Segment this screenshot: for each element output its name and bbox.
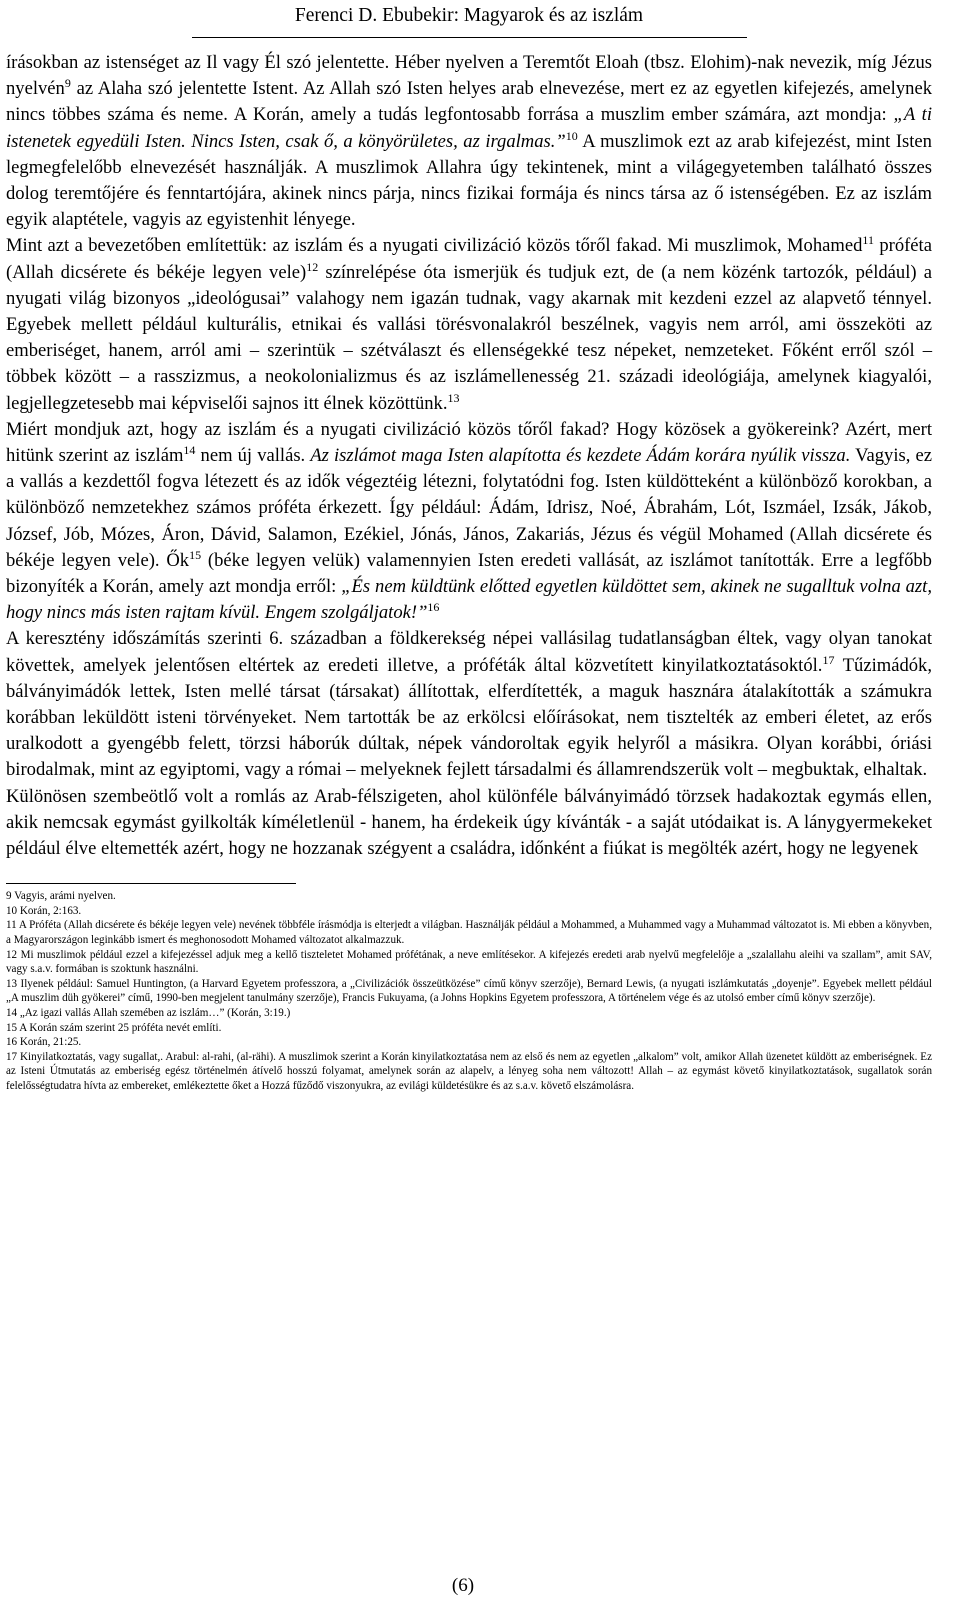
- text-run: A keresztény időszámítás szerinti 6. században a földkerekség népei vallásilag tudatlanságban éltek, vagy olyan tanokat követtek, amelyek jelentősen eltértek az eredeti illetve, a próféták által közvetített kinyilatkoztatásoktól.: [6, 628, 932, 676]
- footnote-divider: [6, 883, 296, 884]
- footnote: 17 Kinyilatkoztatás, vagy sugallat,. Arabul: al-rahi, (al-rähi). A muszlimok szerint a Korán kinyilatkoztatása nem az első és nem az egyetlen „alkalom” volt, amikor Allah üzenetet küldött az emberiségnek. Ez az Isteni Útmutatás az emberiség egész történelmén átívelő hosszú folyamat, amelynek során az alapelv, a lényeg soha nem változott! Allah – az egymást követő kinyilatkoztatások, sugallatok során felelősségtudatra hívta az embereket, emlékeztette őket a Hozzá fűződő viszonyukra, az evilági küldetésükre és az s.a.v. követő elszámolásra.: [6, 1050, 932, 1093]
- text-run: színrelépése óta ismerjük és tudjuk ezt, de (a nem közénk tartozók, például) a nyugati világ bizonyos „ideológusai” valahogy nem igazán tudnak, vagy akarnak mit kezdeni ezzel az alapvető ténnyel. Egyebek mellett például kulturális, etnikai és vallási törésvonalakról beszélnek, vagyis nem arról, ami összeköti az emberiséget, hanem, arról ami – szerintük – szétválaszt és ellenségekké tesz népeket, nemzeteket. Főként erről szól – többek között – a rasszizmus, a neokolonializmus és az iszlámellenesség 21. századi ideológiája, amelynek kiagyalói, legjellegzetesebb mai képviselői sajnos itt élnek közöttünk.: [6, 261, 932, 414]
- paragraph: [6, 233, 932, 416]
- footnote-reference[interactable]: 14: [183, 443, 196, 458]
- document-page: [6, 0, 932, 1094]
- paragraph: [6, 50, 932, 233]
- footnote-reference[interactable]: 15: [189, 547, 202, 562]
- footnote-reference[interactable]: 17: [822, 652, 835, 667]
- footnote: 14 „Az igazi vallás Allah szemében az iszlám…” (Korán, 3:19.): [6, 1007, 291, 1020]
- text-run: az Alaha szó jelentette Istent. Az Allah szó Isten helyes arab elnevezése, mert ez az egyetlen kifejezés, amelynek nincs többes száma és neme. A Korán, amely a tudás legfontosabb forrása a muszlim ember számára, azt mondja:: [6, 78, 932, 126]
- header-title: Ferenci D. Ebubekir: Magyarok és az iszlám: [294, 5, 644, 26]
- footnote-reference[interactable]: 9: [64, 76, 71, 91]
- footnote: 9 Vagyis, arámi nyelven.: [6, 890, 116, 903]
- text-run: Vagyis, ez a vallás a kezdettől fogva létezett és az idők végeztéig létezni, folytatódni fog. Isten küldötteként a különböző korokban, a különböző nemzetekhez számos próféta érkezett. Így például: Ádám, Idrisz, Noé, Ábrahám, Lót, Iszmáel, Izsák, Jákob, József, Jób, Mózes, Áron, Dávid, Salamon, Ezékiel, Jónás, János, Zakariás, Jézus és végül Mohamed (Allah dicsérete és békéje legyen vele). Ők: [6, 445, 932, 571]
- footnote-reference[interactable]: 12: [306, 259, 319, 274]
- quoted-text: „A ti istenetek egyedüli Isten. Nincs Isten, csak ő, a könyörületes, az irgalmas.”: [6, 104, 933, 152]
- footnote: 11 A Próféta (Allah dicsérete és békéje legyen vele) nevének többféle írásmódja is elterjedt a világban. Használják például a Mohammed, a Muhammed vagy a Muhammad változatot is. Mi ebben a könyvben, a Magyarországon leginkább ismert és meghonosodott Mohamed változatot alkalmazzuk.: [6, 919, 932, 947]
- text-run: nem új vallás.: [195, 445, 311, 467]
- footnote-reference[interactable]: 10: [565, 128, 578, 143]
- quoted-text: „És nem küldtünk előtted egyetlen küldöttet sem, akinek ne sugalltuk volna azt, hogy nincs más isten rajtam kívül. Engem szolgáljatok!”: [6, 576, 932, 624]
- text-run: A muszlimok ezt az arab kifejezést, mint Isten legmegfelelőbb elnevezését használják. A muszlimok Allahra úgy tekintenek, mint a világegyetemben található összes dolog teremtőjére és fenntartójára, akinek nincs párja, nincs fizikai formája és nincs társa az ő istenségében. Ez az iszlám egyik alaptétele, vagyis az egyistenhit lényege.: [6, 130, 932, 231]
- footnote-reference[interactable]: 16: [427, 600, 440, 615]
- footnote: 15 A Korán szám szerint 25 próféta nevét említi.: [6, 1021, 222, 1034]
- footnotes: [6, 889, 932, 1093]
- footnote-reference[interactable]: 13: [447, 390, 460, 405]
- footnote: 16 Korán, 21:25.: [6, 1036, 82, 1049]
- page-number: (6): [451, 1575, 475, 1596]
- body-text: [6, 50, 932, 862]
- text-run: (béke legyen velük) valamennyien Isten eredeti vallását, az iszlámot tanították. Erre a legfőbb bizonyíték a Korán, amely azt mondja erről:: [6, 549, 932, 598]
- footnote: 12 Mi muszlimok például ezzel a kifejezéssel adjuk meg a kellő tiszteletet Mohamed prófétának, a neve említésekor. A kifejezés eredeti arab nyelvű megfelelője a „szalallahu aleihi va szallam”, amit SAV, vagy s.a.v. formában is szoktunk használni.: [6, 948, 932, 976]
- footnote: 13 Ilyenek például: Samuel Huntington, (a Harvard Egyetem professzora, a „Civilizációk összeütközése” című könyv szerzője), Bernard Lewis, (a nyugati iszlámkutatás „doyenje”. Egyebek mellett például „A muszlim düh gyökerei” című, 1990-ben megjelent tanulmány szerzője), Francis Fukuyama, (a Johns Hopkins Egyetem professzora, A történelem vége és az utolsó ember című könyv szerzője).: [6, 977, 932, 1005]
- header-divider: [192, 37, 747, 38]
- text-run: Mint azt a bevezetőben említettük: az iszlám és a nyugati civilizáció közös tőről fakad. Mi muszlimok, Mohamed: [6, 235, 863, 257]
- text-run: próféta (Allah dicsérete és békéje legyen vele): [6, 235, 932, 283]
- text-run: Különösen szembeötlő volt a romlás az Arab-félszigeten, ahol különféle bálványimádó törzsek hadakoztak egymás ellen, akik nemcsak egymást gyilkolták kíméletlenül - hanem, ha érdekeik úgy kívánták - a saját utódaikat is. A lánygyermekeket például élve eltemették azért, hogy ne hozzanak szégyent a családra, időnként a fiúkat is megölték azért, hogy ne legyenek: [6, 785, 932, 860]
- page-header: [6, 0, 932, 38]
- quoted-text: Az iszlámot maga Isten alapította és kezdete Ádám korára nyúlik vissza.: [310, 445, 851, 467]
- footnote-reference[interactable]: 11: [862, 233, 874, 248]
- paragraph: [6, 626, 932, 783]
- footnote: 10 Korán, 2:163.: [6, 904, 82, 917]
- text-run: Tűzimádók, bálványimádók lettek, Isten mellé társat (társakat) állítottak, elferdítették, a maguk hasznára átalakították a számukra korábban leküldött isteni törvényeket. Nem tartották be az erkölcsi előírásokat, nem tisztelték az emberi életet, az erős uralkodott a gyengébb felett, törzsi háborúk dúltak, népek vándoroltak egyik helyről a másikra. Olyan korábbi, óriási birodalmak, mint az egyiptomi, vagy a római – melyeknek fejlett társadalmi és államrendszerük volt – megbuktak, elhaltak.: [6, 654, 932, 781]
- paragraph: [6, 784, 932, 863]
- paragraph: [6, 417, 932, 627]
- text-run: Miért mondjuk azt, hogy az iszlám és a nyugati civilizáció közös tőről fakad? Hogy közösek a gyökereink? Azért, mert hitünk szerint az iszlám: [6, 418, 932, 467]
- text-run: írásokban az istenséget az Il vagy Él szó jelentette. Héber nyelven a Teremtőt Eloah (tbsz. Elohim)-nak nevezik, míg Jézus nyelvén: [6, 52, 932, 100]
